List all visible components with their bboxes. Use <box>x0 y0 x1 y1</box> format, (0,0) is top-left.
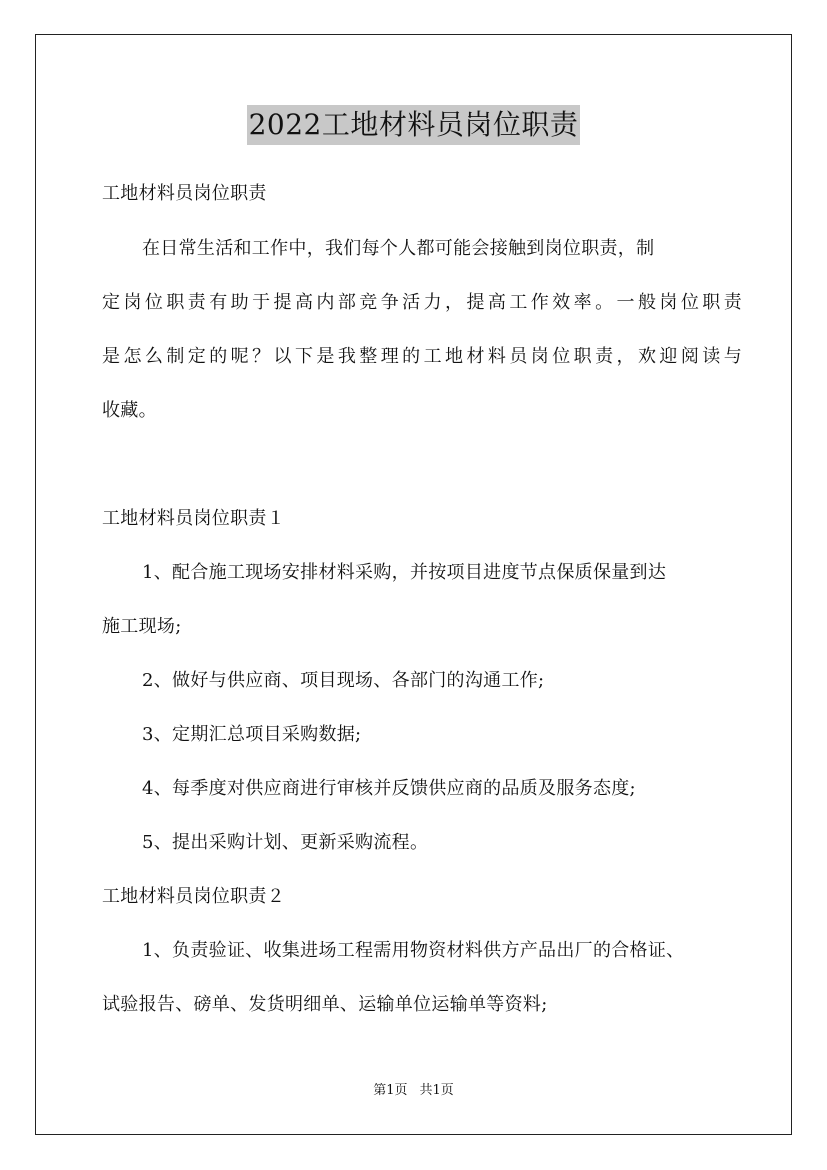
intro-line-2: 定岗位职责有助于提高内部竞争活力，提高工作效率。一般岗位职责 <box>102 292 742 313</box>
page-number-total: 共1页 <box>419 1083 454 1098</box>
section-2-heading: 工地材料员岗位职责２ <box>102 886 285 907</box>
section-1-item-1: 1、配合施工现场安排材料采购，并按项目进度节点保质保量到达 <box>142 562 667 583</box>
document-title-text: 2022工地材料员岗位职责 <box>247 105 581 145</box>
intro-line-1: 在日常生活和工作中，我们每个人都可能会接触到岗位职责，制 <box>142 238 655 259</box>
section-1-heading: 工地材料员岗位职责１ <box>102 508 285 529</box>
section-1-item-1-cont: 施工现场; <box>102 616 182 637</box>
intro-line-4: 收藏。 <box>102 400 157 421</box>
section-heading: 工地材料员岗位职责 <box>102 183 267 204</box>
section-1-item-2: 2、做好与供应商、项目现场、各部门的沟通工作; <box>142 670 545 691</box>
section-1-item-4: 4、每季度对供应商进行审核并反馈供应商的品质及服务态度; <box>142 778 636 799</box>
section-2-item-1-cont: 试验报告、磅单、发货明细单、运输单位运输单等资料; <box>102 994 548 1015</box>
section-2-item-1: 1、负责验证、收集进场工程需用物资材料供方产品出厂的合格证、 <box>142 940 685 961</box>
intro-line-3: 是怎么制定的呢？以下是我整理的工地材料员岗位职责，欢迎阅读与 <box>102 346 742 367</box>
page-footer <box>0 1082 827 1100</box>
document-title <box>0 104 827 145</box>
section-1-item-5: 5、提出采购计划、更新采购流程。 <box>142 832 429 853</box>
page-number-current: 第1页 <box>373 1083 408 1098</box>
section-1-item-3: 3、定期汇总项目采购数据; <box>142 724 362 745</box>
